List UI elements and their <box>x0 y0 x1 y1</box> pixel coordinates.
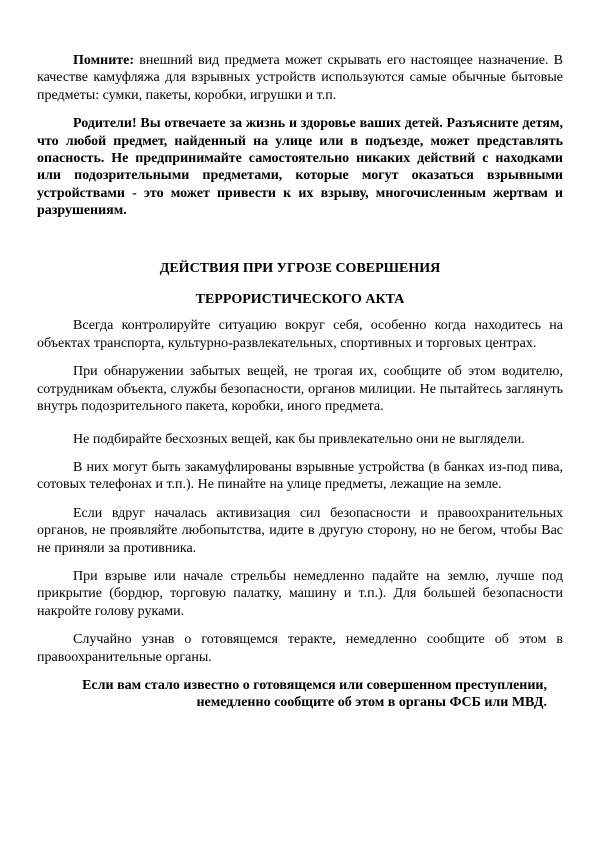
paragraph-remember <box>37 52 563 104</box>
paragraph-remember-lead: Помните: <box>73 53 135 68</box>
paragraph-explosion-response: При взрыве или начале стрельбы немедленно падайте на землю, лучше под прикрытие (бордюр, торговую палатку, машину и т.п.). Для большей безопасности накройте голову руками. <box>37 568 563 619</box>
paragraph-parents-warning: Родители! Вы отвечаете за жизнь и здоровье ваших детей. Разъясните детям, что любой предмет, найденный на улице или в подъезде, может представлять опасность. Не предпринимайте самостоятельно никаких действий с находками или подозрительными предметами, которые могут оказаться взрывными устройствами - это может привести к их взрыву, многочисленным жертвам и разрушениям. <box>37 116 563 219</box>
footer-report-note: Если вам стало известно о готовящемся или совершенном преступлении, немедленно сообщите об этом в органы ФСБ или МВД. <box>82 677 547 711</box>
section-heading-line1: ДЕЙСТВИЯ ПРИ УГРОЗЕ СОВЕРШЕНИЯ <box>159 260 441 276</box>
paragraph-security-activity: Если вдруг началась активизация сил безопасности и правоохранительных органов, не проявляйте любопытства, идите в другую сторону, но не бегом, чтобы Вас не приняли за противника. <box>37 505 563 556</box>
paragraph-do-not-pick-up: Не подбирайте бесхозных вещей, как бы привлекательно они не выглядели. <box>73 431 525 447</box>
paragraph-remember-text: внешний вид предмета может скрывать его настоящее назначение. В качестве камуфляжа для взрывных устройств используются самые обычные бытовые предметы: сумки, пакеты, коробки, игрушки и т.п. <box>37 53 563 103</box>
paragraph-found-items: При обнаружении забытых вещей, не трогая их, сообщите об этом водителю, сотрудникам объекта, службы безопасности, органов милиции. Не пытайтесь заглянуть внутрь подозрительного пакета, коробки, иного предмета. <box>37 364 563 415</box>
paragraph-report-terrorist-act: Случайно узнав о готовящемся теракте, немедленно сообщите об этом в правоохранительные органы. <box>37 632 563 665</box>
paragraph-camouflaged-devices: В них могут быть закамуфлированы взрывные устройства (в банках из-под пива, сотовых телефонах и т.п.). Не пинайте на улице предметы, лежащие на земле. <box>37 459 563 493</box>
section-heading-line2: ТЕРРОРИСТИЧЕСКОГО АКТА <box>195 292 405 308</box>
paragraph-control-situation: Всегда контролируйте ситуацию вокруг себя, особенно когда находитесь на объектах транспорта, культурно-развлекательных, спортивных и торговых центрах. <box>37 318 563 351</box>
